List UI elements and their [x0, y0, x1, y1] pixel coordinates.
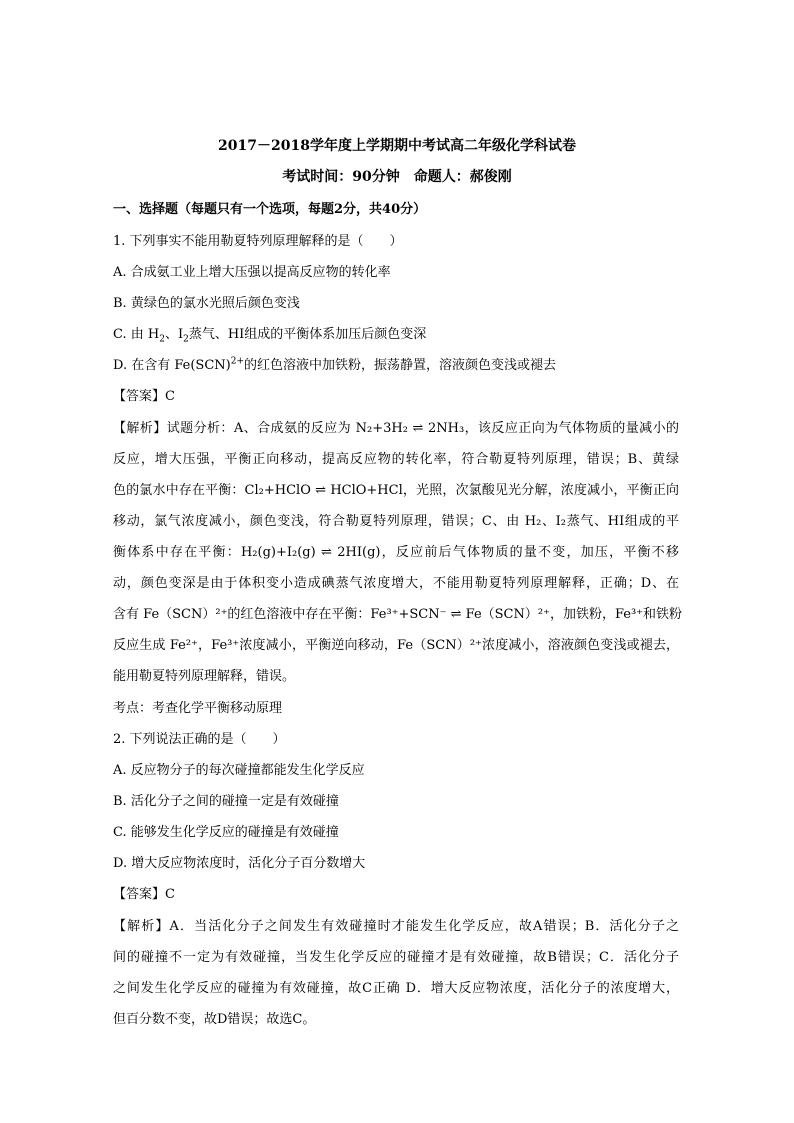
question-2-explanation-line: 间的碰撞不一定为有效碰撞，当发生化学反应的碰撞才是有效碰撞，故B错误；C．活化分子: [113, 950, 679, 965]
question-1-explanation-line: 【解析】试题分析：A、合成氨的反应为 N₂+3H₂ ⇌ 2NH₃，该反应正向为气体物质的量减小的: [113, 421, 679, 436]
question-2-stem: 2. 下列说法正确的是（ ）: [113, 732, 286, 747]
question-1-explanation-line: 反应生成 Fe²⁺，Fe³⁺浓度减小，平衡逆向移动，Fe（SCN）²⁺浓度减小，溶液颜色变浅或褪去，: [113, 638, 679, 653]
question-1-option-c: C. 由 $H_2$、$I_2$蒸气、HI组成的平衡体系加压后颜色变深: [113, 327, 427, 345]
question-1-kaodian: 考点：考查化学平衡移动原理: [113, 701, 283, 716]
section-heading: 一、选择题（每题只有一个选项，每题2分，共40分）: [113, 202, 427, 217]
question-2-option-d: D. 增大反应物浓度时，活化分子百分数增大: [113, 856, 366, 871]
question-1-explanation-line: 含有 Fe（SCN）²⁺的红色溶液中存在平衡：Fe³⁺+SCN⁻ ⇌ Fe（SCN）²⁺，加铁粉，Fe³⁺和铁粉: [113, 607, 683, 622]
question-1-explanation-line: 反应，增大压强，平衡正向移动，提高反应物的转化率，符合勒夏特列原理，错误；B、黄绿: [113, 452, 679, 467]
question-1-option-a: A. 合成氨工业上增大压强以提高反应物的转化率: [113, 265, 391, 280]
exam-subtitle: 考试时间：90分钟 命题人：郝俊刚: [282, 169, 512, 185]
question-2-option-b: B. 活化分子之间的碰撞一定是有效碰撞: [113, 794, 339, 809]
question-2-option-a: A. 反应物分子的每次碰撞都能发生化学反应: [113, 763, 365, 778]
question-2-explanation-line: 【解析】A．当活化分子之间发生有效碰撞时才能发生化学反应，故A错误；B．活化分子之: [113, 919, 679, 934]
question-1-answer: 【答案】C: [113, 389, 175, 404]
question-1-explanation-line: 移动，氯气浓度减小，颜色变浅，符合勒夏特列原理，错误；C、由 H₂、I₂蒸气、HI组成的平: [113, 514, 679, 529]
question-1-explanation-line: 衡体系中存在平衡：H₂(g)+I₂(g) ⇌ 2HI(g)，反应前后气体物质的量不变，加压，平衡不移: [113, 545, 679, 560]
question-1-explanation-line: 动，颜色变深是由于体积变小造成碘蒸气浓度增大，不能用勒夏特列原理解释，正确；D、在: [113, 576, 679, 591]
question-1-explanation-line: 色的氯水中存在平衡：Cl₂+HClO ⇌ HClO+HCl，光照，次氯酸见光分解，浓度减小，平衡正向: [113, 483, 679, 498]
question-2-answer: 【答案】C: [113, 887, 175, 902]
question-2-explanation-line: 但百分数不变，故D错误；故选C。: [113, 1012, 316, 1027]
question-1-explanation-line: 能用勒夏特列原理解释，错误。: [113, 669, 296, 684]
exam-title: 2017－2018学年度上学期期中考试高二年级化学科试卷: [218, 138, 576, 154]
question-1-stem: 1. 下列事实不能用勒夏特列原理解释的是（ ）: [113, 234, 403, 249]
question-2-option-c: C. 能够发生化学反应的碰撞是有效碰撞: [113, 825, 339, 840]
question-1-option-b: B. 黄绿色的氯水光照后颜色变浅: [113, 296, 300, 311]
question-2-explanation-line: 之间发生化学反应的碰撞为有效碰撞，故C正确 D．增大反应物浓度，活化分子的浓度增大，: [113, 981, 679, 996]
question-1-option-d: D. 在含有 Fe(SCN)$^{2+}$的红色溶液中加铁粉，振荡静置，溶液颜色变浅或褪去: [113, 356, 557, 373]
